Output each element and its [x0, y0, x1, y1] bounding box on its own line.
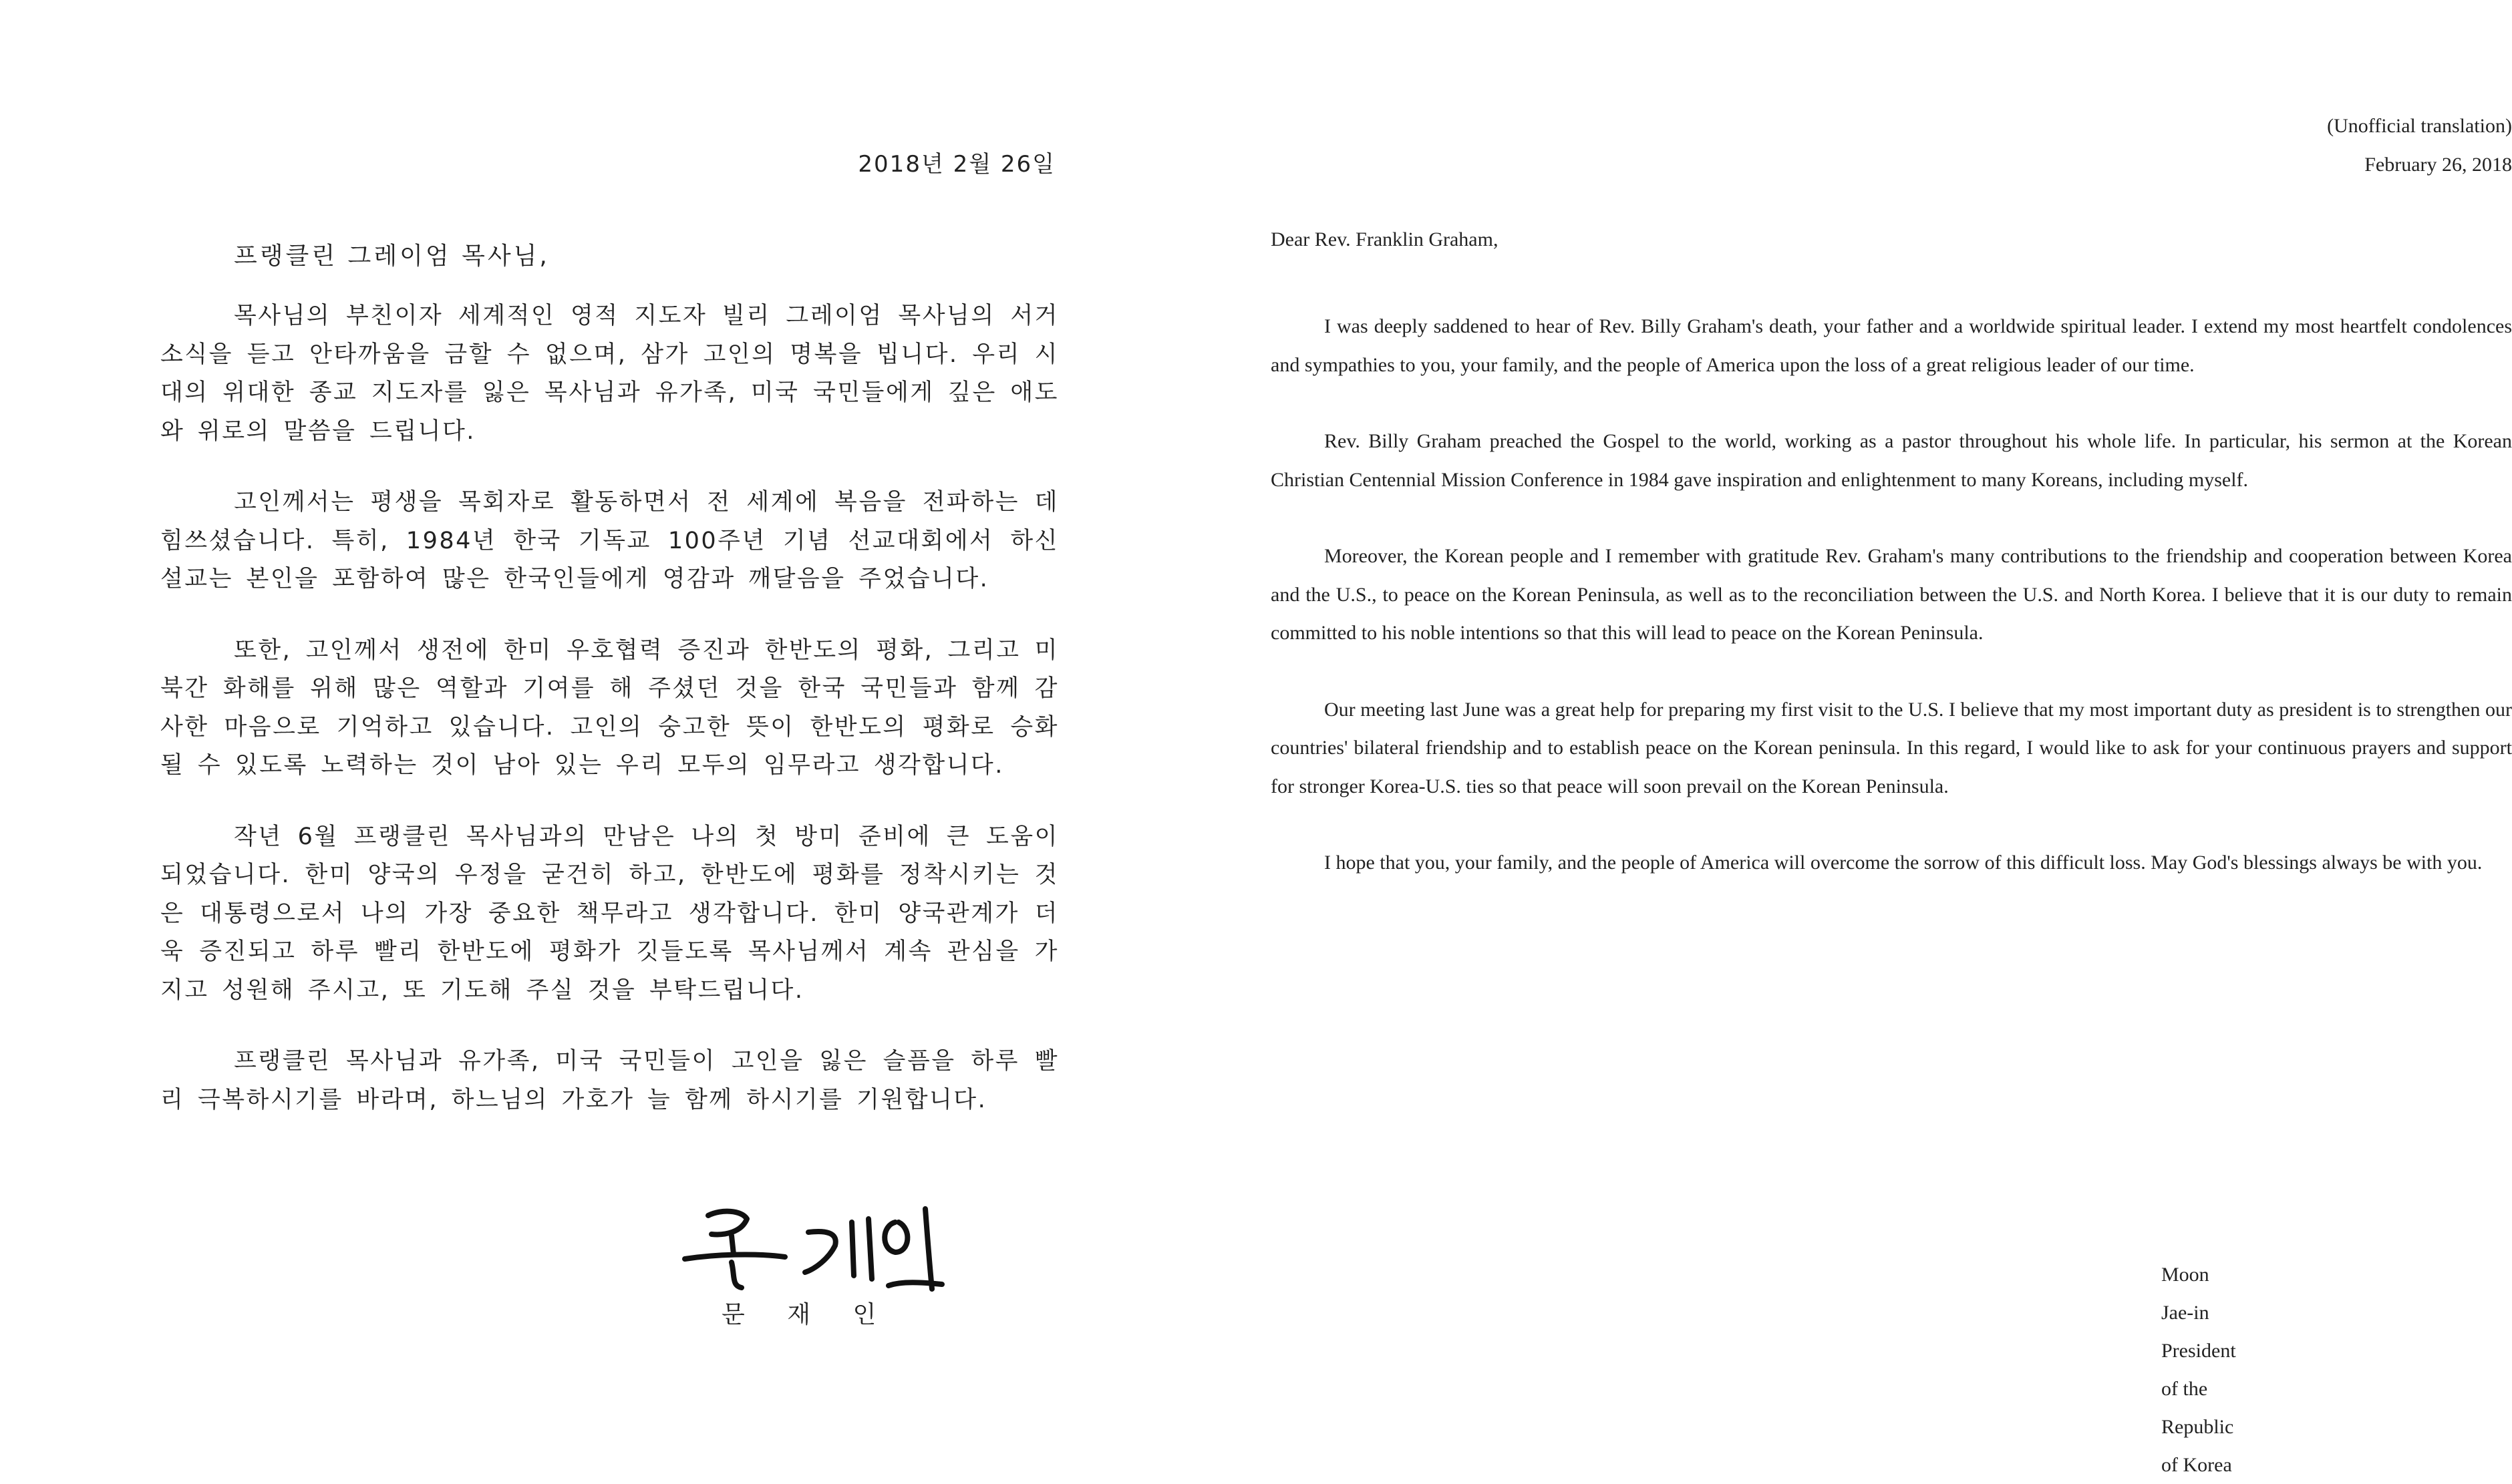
korean-letter-date: 2018년 2월 26일	[858, 151, 1056, 178]
english-letter-page	[1102, 0, 2512, 1476]
korean-printed-name: 문 재 인	[722, 1301, 894, 1328]
handwritten-signature	[668, 1195, 962, 1296]
english-letter-closing	[2161, 1256, 2236, 1484]
korean-letter-salutation: 프랭클린 그레이엄 목사님,	[234, 242, 550, 270]
korean-letter-body	[160, 297, 1059, 1152]
english-letter-salutation: Dear Rev. Franklin Graham,	[1271, 228, 1499, 250]
korean-paragraph-5: 프랭클린 목사님과 유가족, 미국 국민들이 고인을 잃은 슬픔을 하루 빨리 극복하시기를 바라며, 하느님의 가호가 늘 함께 하시기를 기원합니다.	[160, 1048, 1059, 1113]
english-letter-date: February 26, 2018	[2364, 154, 2512, 176]
korean-paragraph-2: 고인께서는 평생을 목회자로 활동하면서 전 세계에 복음을 전파하는 데 힘쓰셨습니다. 특히, 1984년 한국 기독교 100주년 기념 선교대회에서 하신 설교는 본인을 포함하여 많은 한국인들에게 영감과 깨달음을 주었습니다.	[160, 489, 1059, 592]
english-paragraph-5: I hope that you, your family, and the people of America will overcome the sorrow of this difficult loss. May God's blessings always be with you.	[1324, 852, 2483, 874]
korean-paragraph-4: 작년 6월 프랭클린 목사님과의 만남은 나의 첫 방미 준비에 큰 도움이 되었습니다. 한미 양국의 우정을 굳건히 하고, 한반도에 평화를 정착시키는 것은 대통령으로서 나의 가장 중요한 책무라고 생각합니다. 한미 양국관계가 더욱 증진되고 하루 빨리 한반도에 평화가 깃들도록 목사님께서 계속 관심을 가지고 성원해 주시고, 또 기도해 주실 것을 부탁드립니다.	[160, 823, 1059, 1004]
english-letter-body	[1271, 307, 2512, 920]
korean-letter-page	[0, 0, 1102, 1427]
english-paragraph-4: Our meeting last June was a great help for preparing my first visit to the U.S. I believe that my most important duty as president is to strengthen our countries' bilateral friendship and to establish peace on the Korean peninsula. In this regard, I would like to ask for your continuous prayers and support for stronger Korea-U.S. ties so that peace will soon prevail on the Korean Peninsula.	[1271, 698, 2512, 797]
korean-paragraph-1: 목사님의 부친이자 세계적인 영적 지도자 빌리 그레이엄 목사님의 서거 소식을 듣고 안타까움을 금할 수 없으며, 삼가 고인의 명복을 빕니다. 우리 시대의 위대한 종교 지도자를 잃은 목사님과 유가족, 미국 국민들에게 깊은 애도와 위로의 말씀을 드립니다.	[160, 303, 1059, 445]
english-paragraph-3: Moreover, the Korean people and I remember with gratitude Rev. Graham's many contributions to the friendship and cooperation between Korea and the U.S., to peace on the Korean Peninsula, as well as to the reconciliation between the U.S. and North Korea. I believe that it is our duty to remain committed to his noble intentions so that this will lead to peace on the Korean Peninsula.	[1271, 545, 2512, 644]
signatory-name: Moon Jae-in	[2161, 1264, 2209, 1324]
translation-note: (Unofficial translation)	[2327, 115, 2512, 137]
signatory-title: President of the Republic of Korea	[2161, 1340, 2236, 1476]
english-paragraph-2: Rev. Billy Graham preached the Gospel to the world, working as a pastor throughout his whole life. In particular, his sermon at the Korean Christian Centennial Mission Conference in 1984 gave inspiration and enlightenment to many Koreans, including myself.	[1271, 430, 2512, 491]
english-paragraph-1: I was deeply saddened to hear of Rev. Billy Graham's death, your father and a worldwide spiritual leader. I extend my most heartfelt condolences and sympathies to you, your family, and the people of America upon the loss of a great religious leader of our time.	[1271, 315, 2512, 376]
korean-paragraph-3: 또한, 고인께서 생전에 한미 우호협력 증진과 한반도의 평화, 그리고 미북간 화해를 위해 많은 역할과 기여를 해 주셨던 것을 한국 국민들과 함께 감사한 마음으로 기억하고 있습니다. 고인의 숭고한 뜻이 한반도의 평화로 승화될 수 있도록 노력하는 것이 남아 있는 우리 모두의 임무라고 생각합니다.	[160, 636, 1059, 779]
